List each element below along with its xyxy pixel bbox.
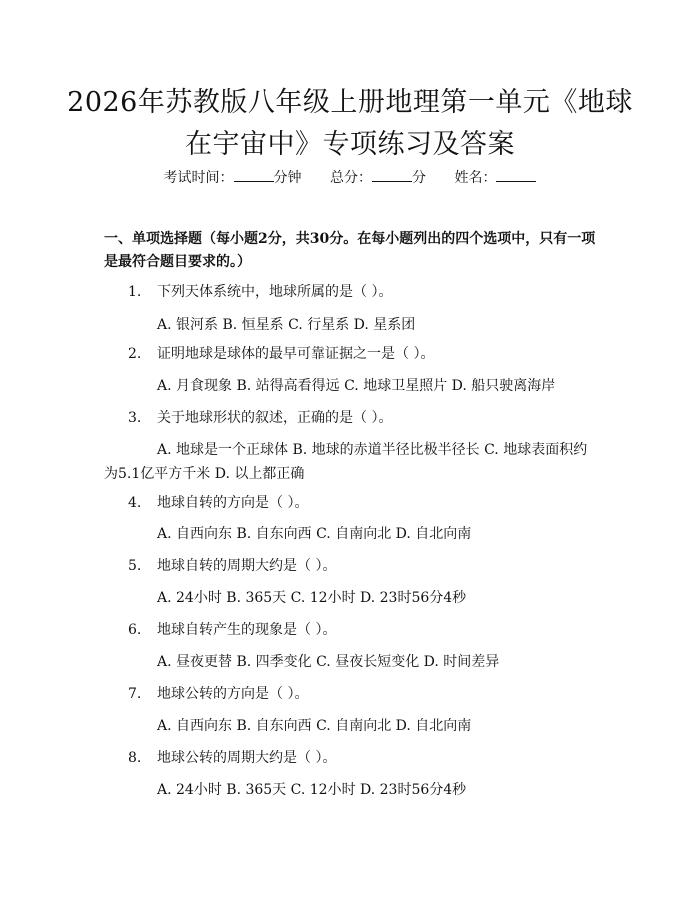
section-heading: 一、单项选择题（每小题2分，共30分。在每小题列出的四个选项中，只有一项是最符合题目要求的。） [104,231,596,270]
question-number: 3. [128,410,142,426]
question-text: 地球自转的方向是（ ）。 [157,495,309,511]
exam-time-blank [234,167,274,182]
exam-time-unit: 分钟 [273,170,302,186]
question-text: 关于地球形状的叙述，正确的是（ ）。 [157,410,393,426]
question-options: A. 自西向东 B. 自东向西 C. 自南向北 D. 自北向南 [157,526,472,542]
question-number: 7. [128,686,142,702]
question-text: 地球公转的方向是（ ）。 [157,686,309,702]
question-options: A. 地球是一个正球体 B. 地球的赤道半径比极半径长 C. 地球表面积约为5.1亿平方千米 D. 以上都正确 [104,442,588,482]
name-field [454,167,536,188]
question-number: 4. [128,495,142,511]
exam-time-field [164,167,302,188]
question-options: A. 昼夜更替 B. 四季变化 C. 昼夜长短变化 D. 时间差异 [157,654,500,670]
question-options: A. 月食现象 B. 站得高看得远 C. 地球卫星照片 D. 船只驶离海岸 [157,378,556,394]
question-options: A. 24小时 B. 365天 C. 12小时 D. 23时56分4秒 [157,590,467,606]
question-number: 6. [128,622,142,638]
question-number: 2. [128,346,142,362]
question-text: 地球公转的周期大约是（ ）。 [157,750,337,766]
question-text: 地球自转的周期大约是（ ）。 [157,558,337,574]
question-text: 下列天体系统中，地球所属的是（ ）。 [157,284,393,300]
page-title: 2026年苏教版八年级上册地理第一单元《地球在宇宙中》专项练习及答案 [67,87,633,160]
question-options: A. 24小时 B. 365天 C. 12小时 D. 23时56分4秒 [157,782,467,798]
question-options: A. 银河系 B. 恒星系 C. 行星系 D. 星系团 [157,317,416,333]
score-field [330,167,426,188]
question-number: 5. [128,558,142,574]
question-number: 1. [128,284,142,300]
question-text: 证明地球是球体的最早可靠证据之一是（ ）。 [157,346,435,362]
score-label: 总分： [330,170,372,186]
score-blank [372,167,412,182]
exam-info-line [0,167,700,188]
name-blank [496,167,536,182]
exam-time-label: 考试时间： [163,170,234,186]
question-options: A. 自西向东 B. 自东向西 C. 自南向北 D. 自北向南 [157,718,472,734]
question-number: 8. [128,750,142,766]
question-text: 地球自转产生的现象是（ ）。 [157,622,337,638]
score-unit: 分 [412,170,426,186]
name-label: 姓名： [454,170,497,186]
